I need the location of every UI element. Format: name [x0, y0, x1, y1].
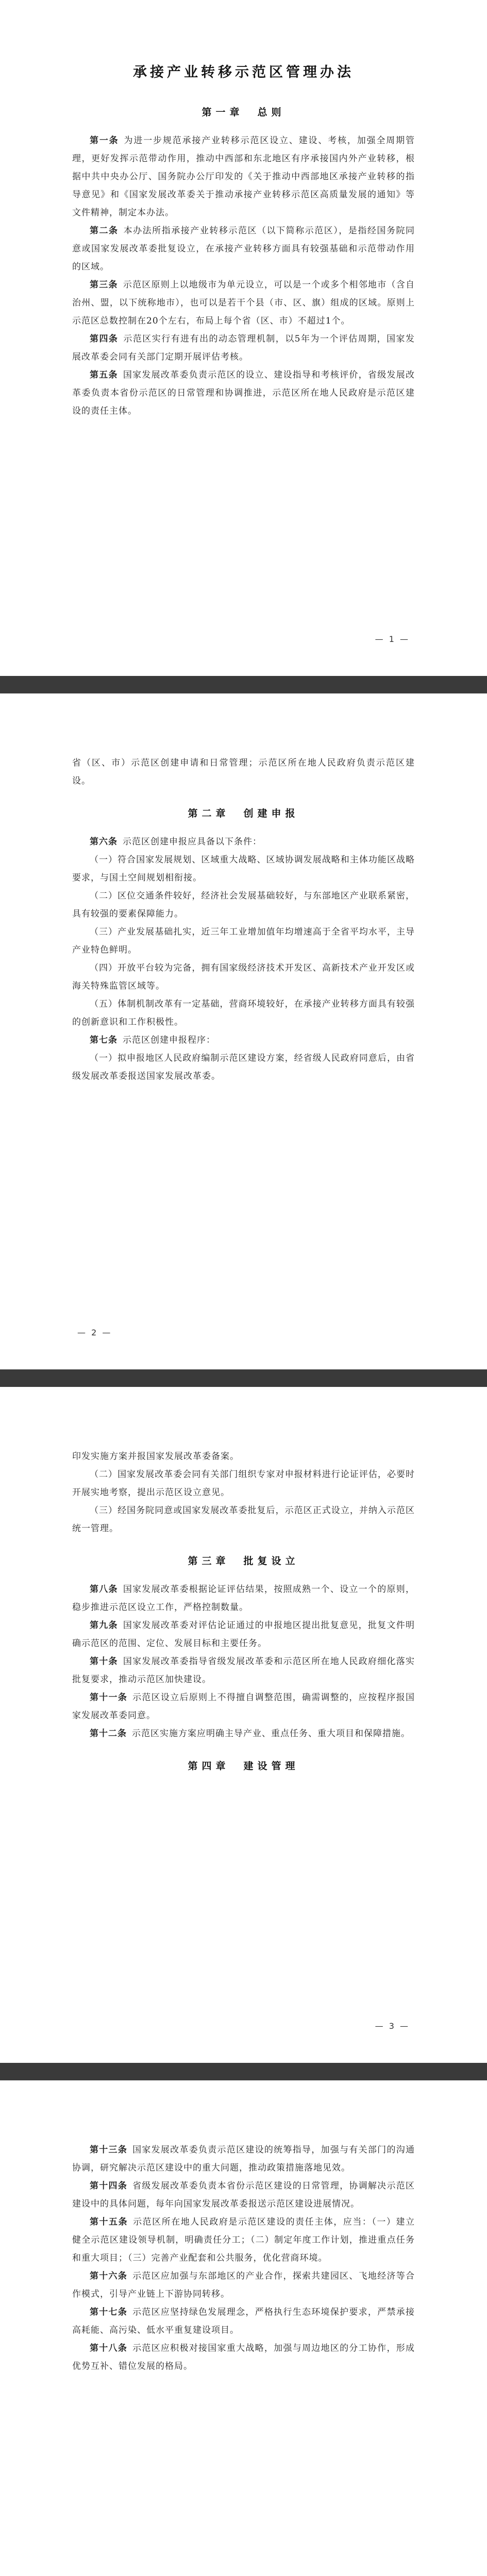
- chapter-heading: 第二章 创建申报: [188, 808, 299, 819]
- paragraph-text: 本办法所指承接产业转移示范区（以下简称示范区），是指经国务院同意或国家发展改革委批复设立，在承接产业转移方面具有较强基础和示范带动作用的区域。: [72, 226, 415, 272]
- paragraph-text: （一）拟申报地区人民政府编制示范区建设方案，经省级人民政府同意后，由省级发展改革委报送国家发展改革委。: [72, 1053, 415, 1081]
- body-paragraph: [72, 887, 415, 923]
- chapter-heading: 第四章 建设管理: [188, 1760, 299, 1772]
- paragraph-text: 省级发展改革委负责本省份示范区建设的日常管理，协调解决示范区建设中的具体问题，每年向国家发展改革委报送示范区建设进展情况。: [72, 2181, 415, 2209]
- article-number: 第八条: [90, 1584, 118, 1595]
- page-body: [72, 1448, 415, 1772]
- article-paragraph: [72, 833, 415, 851]
- article-paragraph: [72, 2303, 415, 2340]
- document-title: 承接产业转移示范区管理办法: [133, 64, 354, 80]
- page-number: — 2 —: [77, 1328, 112, 1337]
- document-page: [0, 0, 487, 676]
- article-paragraph: [72, 2213, 415, 2267]
- body-paragraph: [72, 959, 415, 995]
- paragraph-text: 示范区实行有进有出的动态管理机制，以5年为一个评估周期，国家发展改革委会同有关部门定期开展评估考核。: [72, 334, 415, 362]
- document-page: [0, 2080, 487, 2576]
- article-paragraph: [72, 330, 415, 366]
- paragraph-text: 为进一步规范承接产业转移示范区设立、建设、考核，加强全周期管理，更好发挥示范带动作用，推动中西部和东北地区有序承接国内外产业转移，根据中共中央办公厅、国务院办公厅印发的《关于推动中西部地区承接产业转移的指导意见》和《国家发展改革委关于推动承接产业转移示范区高质量发展的通知》等文件精神，制定本办法。: [72, 135, 415, 218]
- article-paragraph: [72, 1689, 415, 1725]
- body-paragraph: [72, 923, 415, 959]
- paragraph-text: （三）经国务院同意或国家发展改革委批复后，示范区正式设立，并纳入示范区统一管理。: [72, 1505, 415, 1534]
- document-page: [0, 1387, 487, 2063]
- body-paragraph: [72, 754, 415, 790]
- page-body: [72, 2141, 415, 2376]
- body-paragraph: [72, 1448, 415, 1466]
- article-paragraph: [72, 1653, 415, 1689]
- article-number: 第一条: [90, 135, 119, 146]
- paragraph-text: 印发实施方案并报国家发展改革委备案。: [72, 1451, 239, 1462]
- article-number: 第四条: [90, 334, 119, 344]
- paragraph-text: 国家发展改革委负责示范区建设的统筹指导，加强与有关部门的沟通协调，研究解决示范区建设中的重大问题，推动政策措施落地见效。: [72, 2145, 415, 2173]
- article-number: 第十一条: [90, 1692, 128, 1703]
- paragraph-text: （二）国家发展改革委会同有关部门组织专家对申报材料进行论证评估，必要时开展实地考察，提出示范区设立意见。: [72, 1469, 415, 1498]
- article-paragraph: [72, 2340, 415, 2376]
- article-number: 第十二条: [90, 1728, 127, 1739]
- paragraph-text: 示范区应坚持绿色发展理念，严格执行生态环境保护要求，严禁承接高耗能、高污染、低水平重复建设项目。: [72, 2307, 415, 2335]
- article-paragraph: [72, 1725, 415, 1743]
- article-paragraph: [72, 1617, 415, 1653]
- article-number: 第九条: [90, 1620, 118, 1631]
- article-paragraph: [72, 2177, 415, 2213]
- document-page: [0, 693, 487, 1369]
- chapter-heading: 第一章 总则: [201, 107, 286, 118]
- article-number: 第三条: [90, 280, 118, 290]
- page-number: — 3 —: [375, 2021, 410, 2031]
- chapter-heading: 第三章 批复设立: [188, 1555, 299, 1567]
- article-paragraph: [72, 2141, 415, 2177]
- paragraph-text: 示范区创建申报程序：: [123, 1035, 215, 1045]
- paragraph-text: 省（区、市）示范区创建申请和日常管理；示范区所在地人民政府负责示范区建设。: [72, 758, 415, 786]
- paragraph-text: 国家发展改革委根据论证评估结果，按照成熟一个、设立一个的原则，稳步推进示范区设立工作，严格控制数量。: [72, 1584, 415, 1613]
- article-number: 第五条: [90, 370, 118, 380]
- body-paragraph: [72, 995, 415, 1031]
- paragraph-text: （二）区位交通条件较好，经济社会发展基础较好，与东部地区产业联系紧密，具有较强的要素保障能力。: [72, 891, 415, 919]
- paragraph-text: 示范区应加强与东部地区的产业合作，探索共建园区、飞地经济等合作模式，引导产业链上下游协同转移。: [72, 2271, 415, 2299]
- paragraph-text: 示范区应积极对接国家重大战略，加强与周边地区的分工协作，形成优势互补、错位发展的格局。: [72, 2343, 415, 2371]
- paragraph-text: 示范区原则上以地级市为单元设立，可以是一个或多个相邻地市（含自治州、盟，以下统称地市），也可以是若干个县（市、区、旗）组成的区域。原则上示范区总数控制在20个左右，布局上每个省（区、市）不超过1个。: [72, 280, 415, 326]
- page-body: [72, 105, 415, 420]
- article-number: 第十八条: [90, 2343, 128, 2353]
- article-number: 第十六条: [90, 2271, 128, 2281]
- paragraph-text: 示范区实施方案应明确主导产业、重点任务、重大项目和保障措施。: [132, 1728, 410, 1739]
- page-number: — 1 —: [375, 634, 410, 644]
- article-paragraph: [72, 366, 415, 420]
- body-paragraph: [72, 1049, 415, 1086]
- body-paragraph: [72, 1466, 415, 1502]
- article-paragraph: [72, 1581, 415, 1617]
- article-number: 第十三条: [90, 2145, 128, 2155]
- article-number: 第十四条: [90, 2181, 128, 2191]
- body-paragraph: [72, 851, 415, 887]
- paragraph-text: 示范区设立后原则上不得擅自调整范围，确需调整的，应按程序报国家发展改革委同意。: [72, 1692, 415, 1721]
- paragraph-text: （五）体制机制改革有一定基础，营商环境较好，在承接产业转移方面具有较强的创新意识和工作积极性。: [72, 999, 415, 1027]
- article-paragraph: [72, 276, 415, 330]
- article-number: 第十五条: [90, 2217, 128, 2227]
- article-paragraph: [72, 222, 415, 276]
- paragraph-text: 国家发展改革委指导省级发展改革委和示范区所在地人民政府细化落实批复要求，推动示范区加快建设。: [72, 1656, 415, 1685]
- paragraph-text: 国家发展改革委负责示范区的设立、建设指导和考核评价，省级发展改革委负责本省份示范区的日常管理和协调推进，示范区所在地人民政府是示范区建设的责任主体。: [72, 370, 415, 416]
- article-number: 第二条: [90, 226, 119, 236]
- paragraph-text: （四）开放平台较为完备，拥有国家级经济技术开发区、高新技术产业开发区或海关特殊监管区域等。: [72, 963, 415, 991]
- article-number: 第七条: [90, 1035, 117, 1045]
- page-body: [72, 754, 415, 1086]
- article-paragraph: [72, 2267, 415, 2303]
- body-paragraph: [72, 1502, 415, 1538]
- paragraph-text: （一）符合国家发展规划、区域重大战略、区域协调发展战略和主体功能区战略要求，与国土空间规划相衔接。: [72, 855, 415, 883]
- paragraph-text: 示范区创建申报应具备以下条件：: [123, 837, 262, 847]
- article-number: 第六条: [90, 837, 117, 847]
- paragraph-text: 国家发展改革委对评估论证通过的申报地区提出批复意见，批复文件明确示范区的范围、定位、发展目标和主要任务。: [72, 1620, 415, 1649]
- paragraph-text: （三）产业发展基础扎实，近三年工业增加值年均增速高于全省平均水平，主导产业特色鲜明。: [72, 927, 415, 955]
- paragraph-text: 示范区所在地人民政府是示范区建设的责任主体，应当：（一）建立健全示范区建设领导机制，明确责任分工；（二）制定年度工作计划，推进重点任务和重大项目；（三）完善产业配套和公共服务，优化营商环境。: [72, 2217, 415, 2263]
- article-number: 第十七条: [90, 2307, 128, 2317]
- article-number: 第十条: [90, 1656, 118, 1667]
- article-paragraph: [72, 1031, 415, 1049]
- article-paragraph: [72, 132, 415, 222]
